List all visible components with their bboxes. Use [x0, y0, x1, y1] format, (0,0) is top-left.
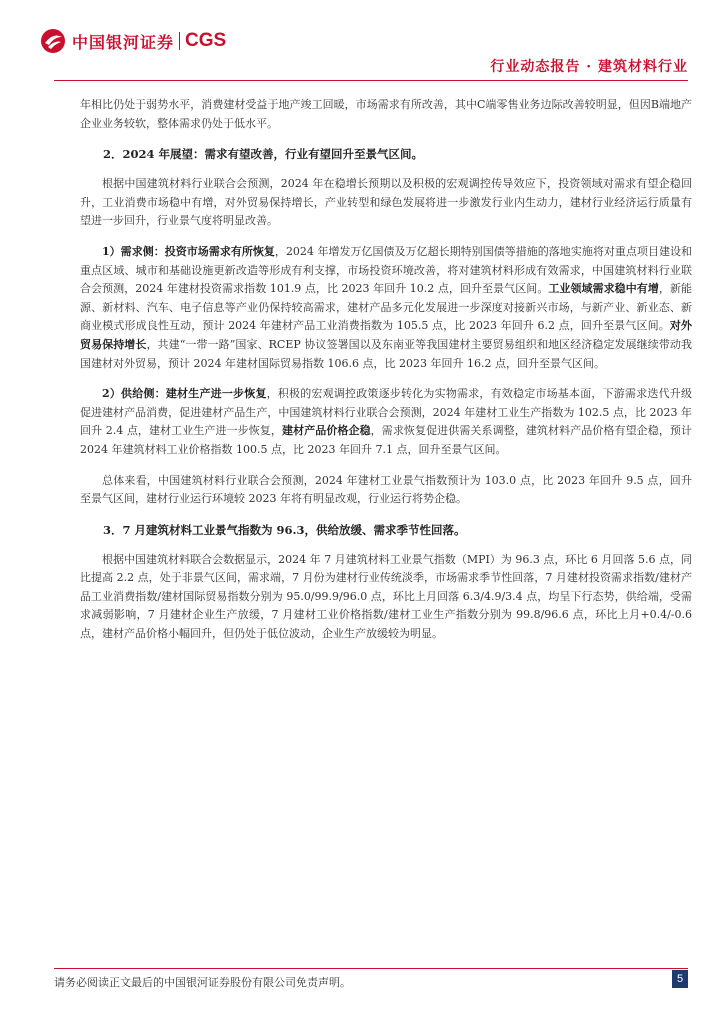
supply-side-lead: 2）供给侧：建材生产进一步恢复	[102, 387, 267, 401]
paragraph-july-mpi: 根据中国建筑材料联合会数据显示，2024 年 7 月建筑材料工业景气指数（MPI）为 96.3 点，环比 6 月回落 5.6 点，同比提高 2.2 点，处于非景气区间，需求端，7 月份为建材行业传统淡季，市场需求季节性回落，7 月建材投资需求指数/建材产品工业消费指数/建材国际贸易指数分别为 95.0/99.9/96.0 点，环比上月回落 6.3/4.9/3.4 点，均呈下行态势，供给端，受需求减弱影响，7 月建材企业生产放缓，7 月建材工业价格指数/建材工业生产指数分别为 99.8/96.6 点，环比上月+0.4/-0.6 点，建材产品价格小幅回升，但仍处于低位波动，企业生产放缓较为明显。	[80, 552, 692, 641]
page-header	[0, 0, 724, 90]
paragraph-forecast-intro: 根据中国建筑材料行业联合会预测，2024 年在稳增长预期以及积极的宏观调控传导效应下，投资领域对需求有望企稳回升，工业消费市场稳中有增，对外贸易保持增长，产业转型和绿色发展将进一步激发行业内生动力，建材行业经济运行质量有望进一步回升，行业景气度将明显改善。	[80, 177, 692, 228]
logo-divider	[179, 32, 180, 50]
industrial-demand-highlight: 工业领域需求稳中有增	[548, 282, 659, 296]
paragraph-supply-side	[80, 385, 692, 459]
foreign-trade-highlight: 对外贸易保持增长	[80, 319, 692, 351]
paragraph-demand-side	[80, 243, 692, 373]
header-divider	[54, 80, 688, 81]
paragraph-overall-outlook: 总体来看，中国建筑材料行业联合会预测，2024 年建材工业景气指数预计为 103.0 点，比 2023 年回升 9.5 点，回升至景气区间，建材行业运行环境较 2023 年将有明显改观，行业运行将势企稳。	[80, 473, 692, 506]
section-heading-2024-outlook: 2．2024 年展望：需求有望改善，行业有望回升至景气区间。	[103, 147, 424, 162]
report-type-label: 行业动态报告 · 建筑材料行业	[490, 59, 688, 75]
galaxy-logo-icon	[40, 28, 66, 54]
company-logo	[40, 28, 226, 54]
demand-side-text-b: ，新能源、新材料、汽车、电子信息等产业仍保持较高需求，建材产品多元化发展进一步深度对接新兴市场，与新产业、新业态、新商业模式形成良性互动，预计 2024 年建材产品工业消费指数为 105.5 点，比 2023 年回升 6.2 点，回升至景气区间。	[80, 282, 693, 333]
report-body	[80, 96, 692, 656]
page-number: 5	[672, 970, 688, 988]
demand-side-lead: 1）需求侧：投资市场需求有所恢复	[102, 244, 275, 258]
footer-divider	[54, 968, 688, 969]
section-heading-july-index: 3．7 月建筑材料工业景气指数为 96.3，供给放缓、需求季节性回落。	[103, 522, 466, 537]
footer-disclaimer: 请务必阅读正文最后的中国银河证券股份有限公司免责声明。	[54, 976, 351, 989]
paragraph-continuation: 年相比仍处于弱势水平，消费建材受益于地产竣工回暖，市场需求有所改善，其中C端零售业务边际改善较明显，但因B端地产企业业务较软，整体需求仍处于低水平。	[80, 98, 692, 130]
logo-chinese-text: 中国银河证券	[72, 32, 175, 52]
logo-english-text: CGS	[185, 30, 227, 51]
supply-side-text-b: ，需求恢复促进供需关系调整，建筑材料产品价格有望企稳，预计 2024 年建筑材料工业价格指数 100.5 点，比 2023 年回升 7.1 点，回升至景气区间。	[80, 424, 693, 456]
demand-side-text-a: ，2024 年增发万亿国债及万亿超长期特别国债等措施的落地实施将对重点项目建设和重点区域、城市和基础设施更新改造等形成有利支撑，市场投资环境改善，将对建筑材料形成有效需求，中国建筑材料行业联合会预测，2024 年建材投资需求指数 101.9 点，比 2023 年回升 10.2 点，回升至景气区间。	[80, 244, 692, 296]
price-stabilize-highlight: 建材产品价格企稳	[282, 424, 371, 438]
demand-side-text-c: ，共建“一带一路”国家、RCEP 协议签署国以及东南亚等我国建材主要贸易组织和地区经济稳定发展继续带动我国建材对外贸易，预计 2024 年建材国际贸易指数 106.6 点，比 2023 年回升 16.2 点，回升至景气区间。	[80, 337, 692, 370]
supply-side-text-a: ，积极的宏观调控政策逐步转化为实物需求，有效稳定市场基本面，下游需求迭代升级促进建材产品消费，促进建材产品生产，中国建筑材料行业联合会预测，2024 年建材工业生产指数为 102.5 点，比 2023 年回升 2.4 点，建材工业生产进一步恢复，	[80, 387, 692, 438]
